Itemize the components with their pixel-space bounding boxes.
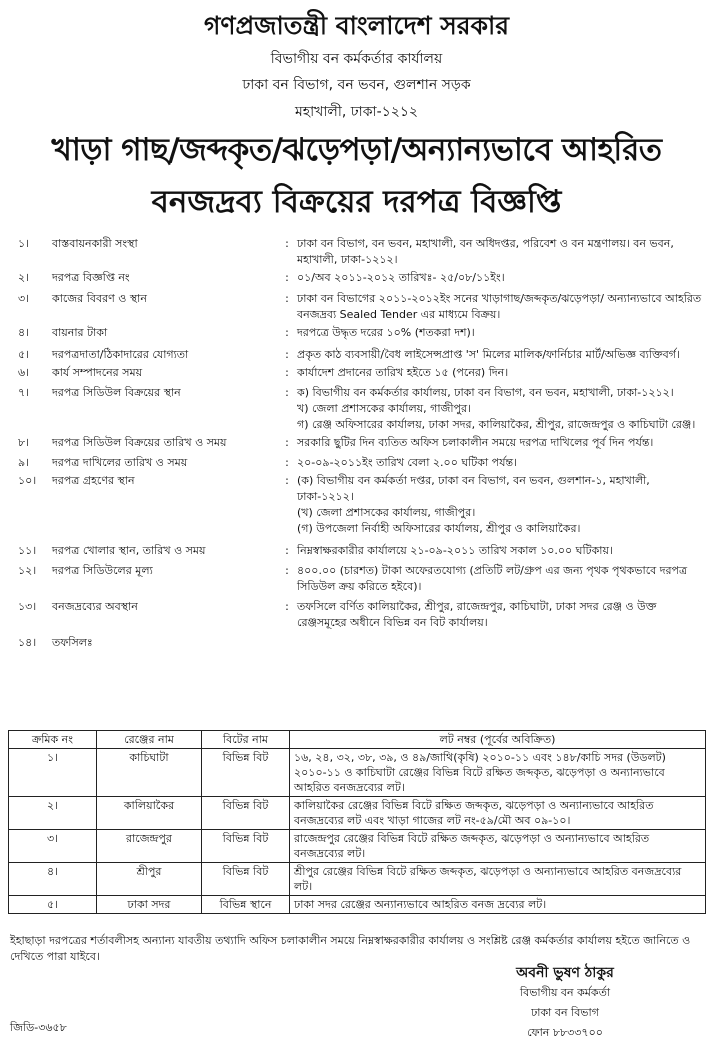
item-value-line: (ক) বিভাগীয় বন কর্মকর্তা দপ্তর, ঢাকা বন বিভাগ, বন ভবন, গুলশান-১, মহাখালী, ঢাকা-১২১২। [297,474,650,503]
item-colon: : [285,366,289,379]
item-number: ৫। [18,348,30,361]
notice-item [10,563,704,595]
item-value-line: ক) বিভাগীয় বন কর্মকর্তার কার্যালয়, ঢাকা বন বিভাগ, বন ভবন, মহাখালী, ঢাকা-১২১২। [297,386,674,399]
item-colon: : [285,544,289,557]
signature-block [440,963,690,1043]
table-header-row [9,731,706,749]
row-serial: ৪। [9,863,97,896]
item-value [297,291,704,323]
item-value-line: দরপত্রে উদ্ধৃত দরের ১০% (শতকরা দশ)। [297,326,475,339]
row-serial: ৩। [9,830,97,863]
header-range: রেঞ্জের নাম [97,731,202,749]
item-value [297,347,704,363]
item-colon: : [285,600,289,613]
table-row [9,749,706,797]
item-label: দরপত্র খোলার স্থান, তারিখ ও সময় [52,544,206,557]
notice-item [10,435,704,451]
office-name: বিভাগীয় বন কর্মকর্তার কার্যালয় [270,51,443,67]
signatory-name: অবনী ভুষণ ঠাকুর [516,965,614,981]
item-label: কার্য সম্পাদনের সময় [52,366,143,379]
row-lot: রাজেন্দ্রপুর রেঞ্জের বিভিন্ন বিটে রক্ষিত জব্দকৃত, ঝড়েপড়া ও অন্যান্যভাবে আহরিত বনজদ্রব্যের লট। [290,830,706,863]
row-serial: ২। [9,797,97,830]
row-beat: বিভিন্ন বিট [202,797,290,830]
item-value [297,563,704,595]
row-range: রাজেন্দ্রপুর [97,830,202,863]
notice-items [10,236,704,653]
item-colon: : [285,326,289,339]
notice-item [10,365,704,381]
item-colon: : [285,237,289,250]
item-value-line: ৪০০.০০ (চারশত) টাকা অফেরতযোগ্য (প্রতিটি লট/গ্রুপ এর জন্য পৃথক পৃথকভাবে দরপত্র সিডিউল ক্রয় করিতে হইবে)। [297,564,688,593]
item-value-line: ঢাকা বন বিভাগের ২০১১-২০১২ইং সনের খাড়াগাছ/জব্দকৃত/ঝড়েপড়া/ অন্যান্যভাবে আহরিত বনজদ্রব্য Sealed Tender এর মাধ্যমে বিক্রয়। [297,292,702,321]
item-label: বনজদ্রব্যের অবস্থান [52,600,138,613]
item-label: দরপত্র সিডিউল বিক্রয়ের স্থান [52,386,181,399]
item-colon: : [285,456,289,469]
item-value [297,473,704,537]
item-colon: : [285,474,289,487]
item-label: তফসিলঃ [52,636,93,649]
item-number: ২। [18,271,30,284]
item-number: ১০। [18,474,37,487]
table-row [9,896,706,914]
header-lot: লট নম্বর (পূর্বের অবিক্রিত) [290,731,706,749]
row-serial: ১। [9,749,97,797]
header-beat: বিটের নাম [202,731,290,749]
item-value-line: ০১/অব ২০১১-২০১২ তারিখঃ- ২৫/০৮/১১ইং। [297,271,505,284]
notice-item [10,347,704,363]
notice-item [10,270,704,286]
notice-title-line1: খাড়া গাছ/জব্দকৃত/ঝড়েপড়া/অন্যান্যভাবে আহরিত [51,132,662,168]
notice-item [10,291,704,323]
item-label: দরপত্র গ্রহণের স্থান [52,474,135,487]
gd-code: জিডি-৩৬৫৮ [10,1021,67,1034]
item-number: ১। [18,237,30,250]
item-number: ৭। [18,386,30,399]
notice-item [10,325,704,341]
row-beat: বিভিন্ন বিট [202,863,290,896]
table-row [9,797,706,830]
item-value-line: কার্যাদেশ প্রদানের তারিখ হইতে ১৫ (পনের) দিন। [297,366,509,379]
row-lot: কালিয়াকৈর রেঞ্জের বিভিন্ন বিটে রক্ষিত জব্দকৃত, ঝড়েপড়া ও অন্যান্যভাবে আহরিত বনজদ্রব্যের লট এবং খাড়া গাজের লট নং-৫৯/মৌ অব ০৯-১০। [290,797,706,830]
signatory-phone: ফোন ৮৮৩৩৭০০ [527,1026,603,1039]
item-label: দরপত্রদাতা/ঠিকাদারের যোগ্যতা [52,348,189,361]
item-value [297,435,704,451]
item-value-line: গ) রেঞ্জ অফিসারের কার্যালয়, ঢাকা সদর, কালিয়াকৈর, শ্রীপুর, রাজেন্দ্রপুর ও কাচিঘাটা রেঞ্জ। [297,418,696,431]
row-lot: ১৬, ২৪, ৩২, ৩৮, ৩৯, ও ৪৯/জাথি(কৃষি) ২০১০-১১ এবং ১৪৮/কাচি সদর (উডলট) ২০১০-১১ ও কাচিঘাটা রেঞ্জের বিভিন্ন বিটে রক্ষিত জব্দকৃত, ঝড়েপড়া ও অন্যান্যভাবে আহরিত বনজদ্রব্যের লট। [290,749,706,797]
notice-item [10,635,704,651]
item-value-line: (গ) উপজেলা নির্বাহী অফিসারের কার্যালয়, শ্রীপুর ও কালিয়াকৈর। [297,522,581,535]
item-number: ১৪। [18,636,37,649]
item-value [297,270,704,286]
signatory-division: ঢাকা বন বিভাগ [531,1006,599,1019]
item-colon: : [285,348,289,361]
row-lot: শ্রীপুর রেঞ্জের বিভিন্ন বিটে রক্ষিত জব্দকৃত, ঝড়েপড়া ও অন্যান্যভাবে আহরিত বনজদ্রব্যের লট। [290,863,706,896]
signatory-designation: বিভাগীয় বন কর্মকর্তা [519,986,611,999]
notice-item [10,385,704,433]
notice-item [10,473,704,537]
item-number: ১১। [18,544,37,557]
item-value-line: তফসিলে বর্ণিত কালিয়াকৈর, শ্রীপুর, রাজেন্দ্রপুর, কাচিঘাটা, ঢাকা সদর রেঞ্জ ও উক্ত রেঞ্জসমূহের অধীনে বিভিন্ন বন বিট কার্যালয়। [297,600,657,629]
item-value [297,365,704,381]
item-colon: : [285,564,289,577]
item-number: ১২। [18,564,37,577]
government-heading: গণপ্রজাতন্ত্রী বাংলাদেশ সরকার [204,11,509,40]
additional-info-note: ইহাছাড়া দরপত্রের শর্তাবলীসহ অন্যান্য যাবতীয় তথ্যাদি অফিস চলাকালীন সময়ে নিম্নস্বাক্ষরকারীর কার্যালয় ও সংশ্লিষ্ট রেঞ্জ কর্মকর্তার কার্যালয় হইতে জানিতে ও দেখিতে পারা যাইবে। [10,934,691,963]
item-value [297,325,704,341]
item-label: বায়নার টাকা [52,326,108,339]
row-serial: ৫। [9,896,97,914]
item-label: দরপত্র দাখিলের তারিখ ও সময় [52,456,188,469]
row-range: ঢাকা সদর [97,896,202,914]
header-serial: ক্রমিক নং [9,731,97,749]
row-range: শ্রীপুর [97,863,202,896]
item-colon: : [285,436,289,449]
row-beat: বিভিন্ন বিট [202,749,290,797]
notice-item [10,236,704,268]
item-value-line: ঢাকা বন বিভাগ, বন ভবন, মহাখালী, বন অধিদপ্তর, পরিবেশ ও বন মন্ত্রণালয়। বন ভবন, মহাখালী, ঢাকা-১২১২। [297,237,674,266]
office-city: মহাখালী, ঢাকা-১২১২ [294,104,419,120]
item-value [297,385,704,433]
row-range: কাচিঘাটা [97,749,202,797]
item-value-line: ২০-০৯-২০১১ইং তারিখ বেলা ২.০০ ঘটিকা পর্যন্ত। [297,456,517,469]
item-number: ৯। [18,456,30,469]
item-value-line: সরকারি ছুটির দিন ব্যতিত অফিস চলাকালীন সময়ে দরপত্র দাখিলের পূর্ব দিন পর্যন্ত। [297,436,654,449]
item-colon: : [285,292,289,305]
item-value-line: প্রকৃত কাঠ ব্যবসায়ী/বৈধ লাইসেন্সপ্রাপ্ত 'স' মিলের মালিক/ফার্নিচার মার্ট/অভিজ্ঞ ব্যক্তিবর্গ। [297,348,680,361]
row-range: কালিয়াকৈর [97,797,202,830]
item-number: ৩। [18,292,30,305]
item-value [297,236,704,268]
item-number: ১৩। [18,600,37,613]
item-number: ৬। [18,366,30,379]
office-address: ঢাকা বন বিভাগ, বন ভবন, গুলশান সড়ক [242,77,471,93]
item-value-line: খ) জেলা প্রশাসকের কার্যালয়, গাজীপুর। [297,402,471,415]
item-label: বাস্তবায়নকারী সংস্থা [52,237,138,250]
item-value-line: নিম্নস্বাক্ষরকারীর কার্যালয়ে ২১-০৯-২০১১ তারিখ সকাল ১০.০০ ঘটিকায়। [297,544,613,557]
notice-title-line2: বনজদ্রব্য বিক্রয়ের দরপত্র বিজ্ঞপ্তি [151,184,562,220]
item-label: দরপত্র সিডিউলের মূল্য [52,564,153,577]
item-label: কাজের বিবরণ ও স্থান [52,292,147,305]
row-lot: ঢাকা সদর রেঞ্জের অন্যান্যভাবে আহরিত বনজ দ্রব্যের লট। [290,896,706,914]
item-value [297,543,704,559]
item-colon: : [285,386,289,399]
item-colon: : [285,271,289,284]
table-row [9,863,706,896]
item-number: ৪। [18,326,30,339]
table-row [9,830,706,863]
item-value [297,599,704,631]
item-label: দরপত্র সিডিউল বিক্রয়ের তারিখ ও সময় [52,436,227,449]
item-value-line: (খ) জেলা প্রশাসকের কার্যালয়, গাজীপুর। [297,506,476,519]
notice-item [10,543,704,559]
item-label: দরপত্র বিজ্ঞপ্তি নং [52,271,130,284]
notice-item [10,455,704,471]
row-beat: বিভিন্ন বিট [202,830,290,863]
lot-schedule-table [8,730,706,914]
item-value [297,455,704,471]
row-beat: বিভিন্ন স্থানে [202,896,290,914]
notice-item [10,599,704,631]
item-number: ৮। [18,436,30,449]
